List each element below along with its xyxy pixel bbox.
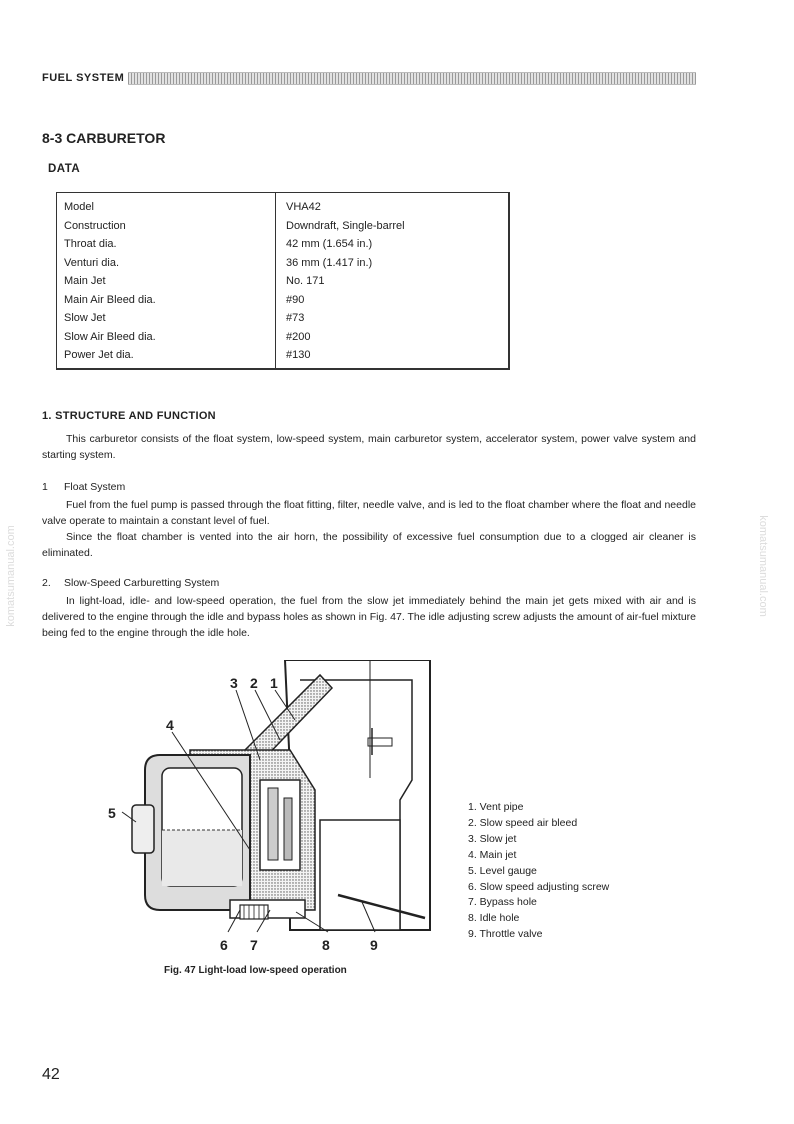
spec-table [56,192,510,370]
spec-label: Power Jet dia. [64,349,134,361]
table-row [57,236,508,255]
callout-4: 4 [166,717,174,733]
callout-3: 3 [230,675,238,691]
legend-item: 2. Slow speed air bleed [468,816,578,829]
page-number: 42 [42,1066,60,1083]
spec-value: No. 171 [286,275,325,287]
spec-value: Downdraft, Single-barrel [286,219,405,232]
table-row [57,255,508,274]
header-title: FUEL SYSTEM [42,72,125,84]
spec-label: Main Air Bleed dia. [64,293,156,306]
slow-speed-heading [42,577,219,589]
spec-value: #73 [286,312,305,324]
section-title: 8-3 CARBURETOR [42,130,166,146]
spec-label: Throat dia. [64,238,117,250]
spec-label: Construction [64,219,126,232]
slow-speed-number: 2. [42,577,51,589]
float-system-text-2: Since the float chamber is vented into the air horn, the possibility of excessive fuel consumption due to a clogged air cleaner is eliminated. [42,531,696,559]
watermark-right: komatsumanual.com [756,515,769,617]
running-header [42,70,696,86]
table-row [57,199,508,218]
spec-label: Venturi dia. [64,256,120,269]
spec-label: Slow Jet [64,312,106,324]
table-row [57,273,508,292]
table-row [57,347,508,366]
table-row [57,329,508,348]
legend-item: 8. Idle hole [468,912,520,925]
legend-item: 5. Level gauge [468,864,537,877]
legend-item: 3. Slow jet [468,832,517,845]
spec-label: Main Jet [64,275,106,287]
float-system-heading [42,481,125,493]
table-row [57,218,508,237]
data-label: DATA [48,163,81,175]
spec-label: Model [64,201,94,213]
spec-label: Slow Air Bleed dia. [64,330,156,343]
header-rule [128,72,696,85]
callout-2: 2 [250,675,258,691]
intro-text: This carburetor consists of the float system, low-speed system, main carburetor system, accelerator system, power valve system and starting system. [42,433,696,461]
float-system-body [42,497,696,561]
callout-7: 7 [250,937,258,953]
figure-legend [468,800,609,943]
legend-item: 6. Slow speed adjusting screw [468,880,610,893]
callout-6: 6 [220,937,228,953]
spec-value: #130 [286,349,311,361]
watermark-left: komatsumanual.com [4,525,17,627]
callout-5: 5 [108,805,116,821]
float-system-title: Float System [64,481,126,493]
structure-heading: 1. STRUCTURE AND FUNCTION [42,410,216,422]
spec-value: #90 [286,293,305,306]
spec-value: VHA42 [286,201,321,213]
table-row [57,310,508,329]
callout-9: 9 [370,937,378,953]
legend-item: 7. Bypass hole [468,896,537,909]
table-row [57,292,508,311]
callout-8: 8 [322,937,330,953]
slow-speed-text: In light-load, idle- and low-speed operation, the fuel from the slow jet immediately behind the main jet gets mixed with air and is delivered to the engine through the idle and bypass holes as shown in Fig. 47. The idle adjusting screw adjusts the amount of air-fuel mixture being fed to the engine through the idle hole. [42,595,696,639]
intro-paragraph [42,431,696,463]
slow-speed-body [42,593,696,641]
float-system-number: 1 [42,481,48,493]
legend-item: 9. Throttle valve [468,928,543,941]
spec-value: #200 [286,330,311,343]
carburetor-diagram [100,660,445,960]
figure-caption: Fig. 47 Light-load low-speed operation [164,965,347,976]
legend-item: 4. Main jet [468,848,517,861]
slow-speed-title: Slow-Speed Carburetting System [64,577,220,589]
spec-value: 42 mm (1.654 in.) [286,238,373,250]
callout-1: 1 [270,675,278,691]
legend-item: 1. Vent pipe [468,801,524,813]
spec-value: 36 mm (1.417 in.) [286,256,373,269]
float-system-text-1: Fuel from the fuel pump is passed through the float fitting, filter, needle valve, and is led to the float chamber where the float and needle valve operate to maintain a constant level of fuel. [42,499,696,527]
